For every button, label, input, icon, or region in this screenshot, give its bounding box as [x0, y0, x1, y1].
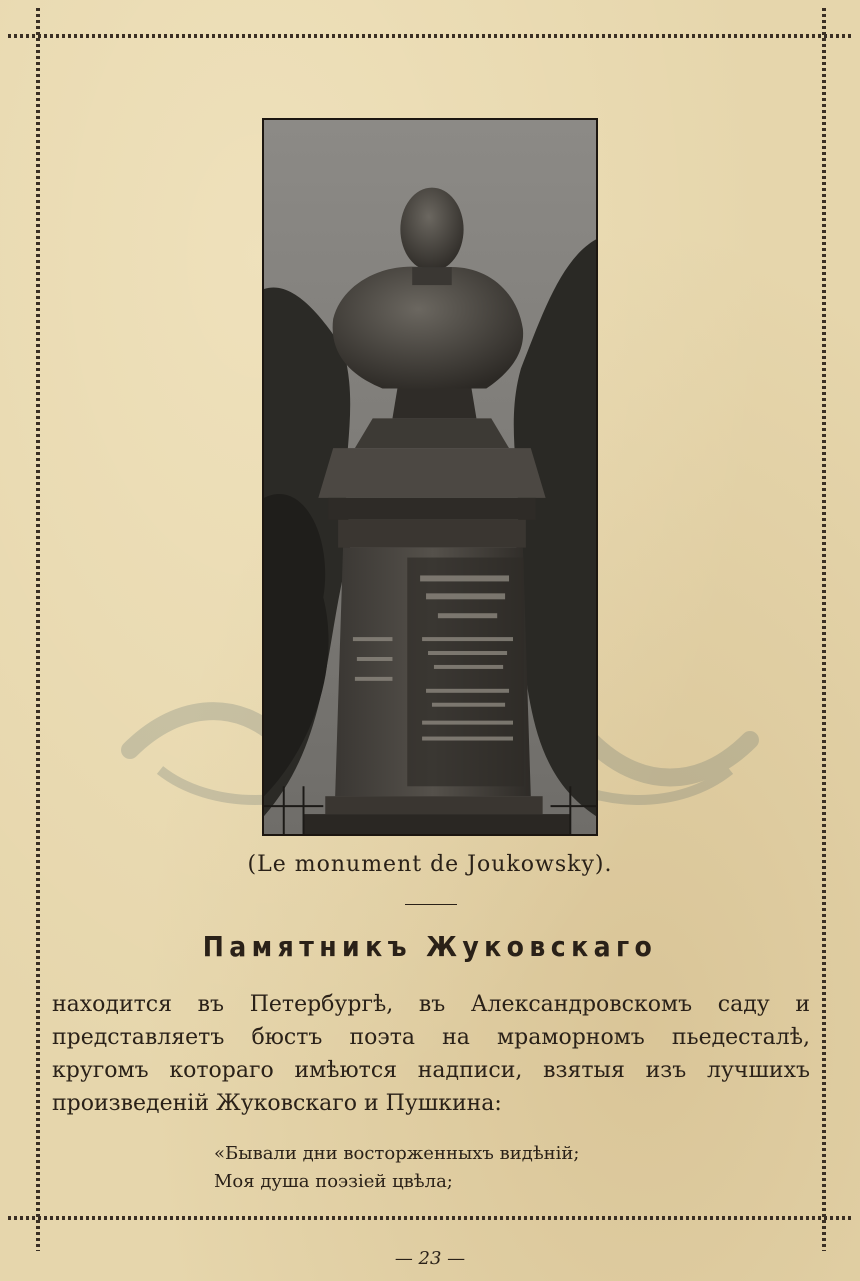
- verse-quote: [214, 1140, 580, 1196]
- bottom-dotted-rule: [8, 1216, 852, 1220]
- photo-caption: (Le monument de Joukowsky).: [247, 852, 613, 877]
- paragraph-line: представляетъ бюстъ поэта на мраморномъ пьедесталѣ,: [52, 1025, 810, 1050]
- top-dotted-rule: [8, 34, 852, 38]
- paragraph-line: произведенiй Жуковскаго и Пушкина:: [52, 1091, 502, 1116]
- verse-line: Моя душа поэзiей цвѣла;: [214, 1171, 453, 1192]
- right-dotted-rule: [822, 8, 826, 1251]
- page-title: Памятникъ Жуковскаго: [202, 930, 658, 963]
- monument-photograph: [262, 118, 598, 836]
- body-paragraph: [52, 988, 810, 1120]
- short-divider: [405, 904, 457, 905]
- left-dotted-rule: [36, 8, 40, 1251]
- paragraph-line: находится въ Петербургѣ, въ Александровскомъ саду и: [52, 992, 810, 1017]
- bust-monument-illustration: [264, 120, 596, 834]
- paragraph-line: кругомъ котораго имѣются надписи, взятыя изъ лучшихъ: [52, 1058, 810, 1083]
- verse-line: «Бывали дни восторженныхъ видѣнiй;: [214, 1143, 580, 1164]
- page-number: — 23 —: [394, 1248, 466, 1269]
